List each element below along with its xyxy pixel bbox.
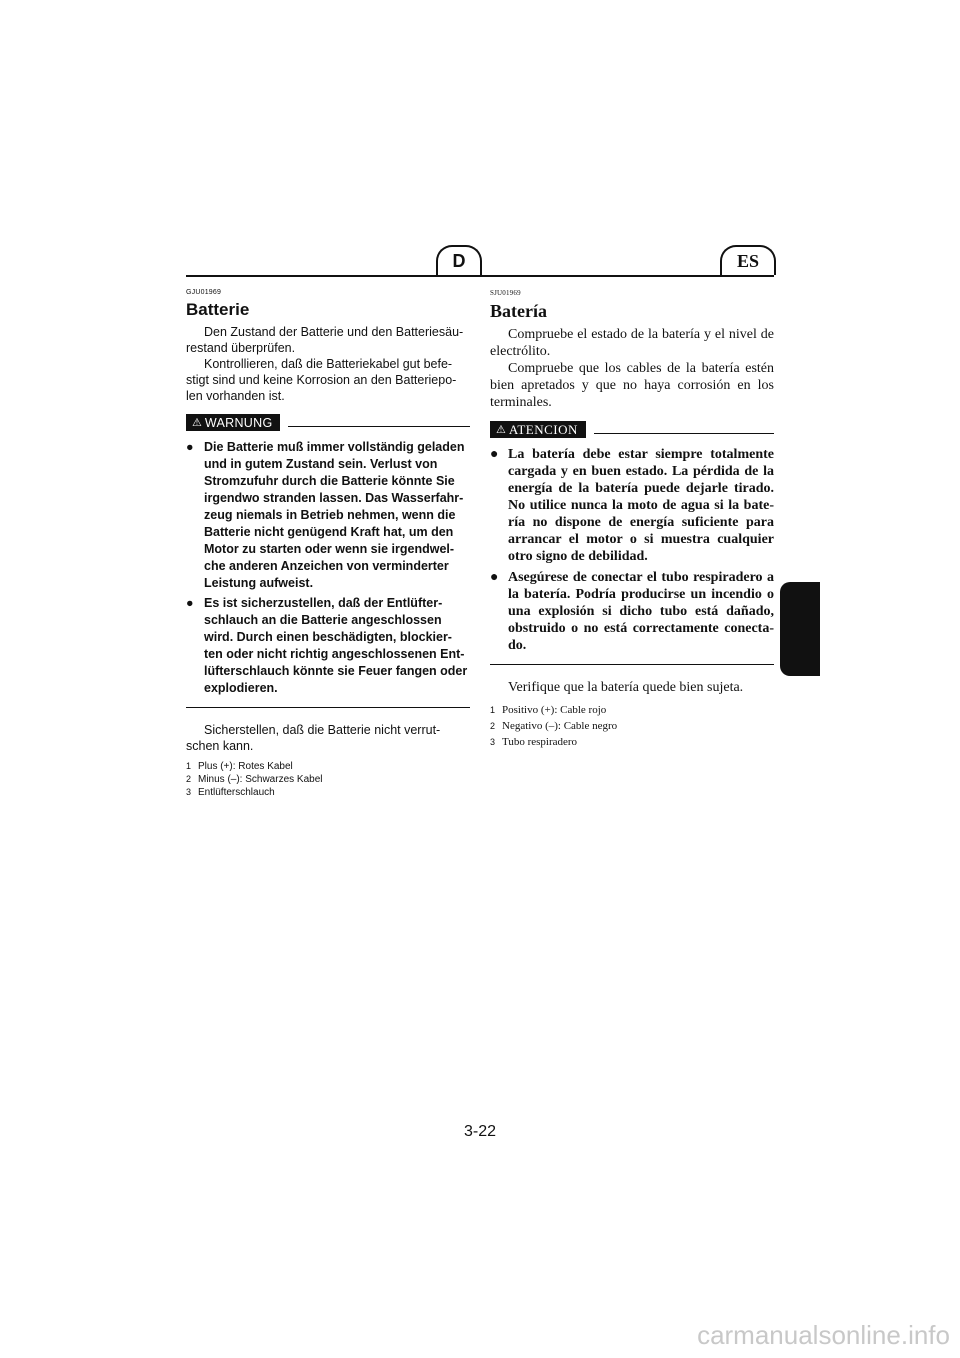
legend-number: 3: [186, 787, 192, 797]
legend-text: Tubo respiradero: [502, 736, 578, 748]
warning-list: [490, 446, 774, 654]
page-number: 3-22: [463, 1123, 497, 1140]
page-header: [186, 245, 774, 277]
legend-item: [490, 718, 774, 734]
warning-list: [186, 439, 470, 697]
german-column: [186, 289, 470, 799]
paragraph: Verifique que la batería quede bien sujeta.: [508, 680, 744, 695]
legend-number: 2: [490, 721, 496, 731]
legend-text: Negativo (–): Cable negro: [502, 720, 618, 732]
warning-end-rule: [186, 707, 470, 708]
section-title: Batería: [490, 301, 547, 321]
legend-list: [490, 702, 774, 750]
warning-header: [490, 421, 774, 438]
language-tab-german: D: [436, 245, 482, 275]
bullet-dot-icon: ●: [186, 440, 194, 454]
legend-item: [186, 786, 470, 799]
legend-number: 1: [186, 761, 192, 771]
language-tab-spanish: ES: [720, 245, 776, 275]
warning-item: ● La batería debe estar siempre totalmente cargada y en buen estado. La pérdida de la energía de la batería puede dejarle tirado. No utilice nunca la moto de agua si la bate-ría no dispone de energía suficiente para arrancar el motor o si muestra cualquier otro signo de debilidad.: [490, 447, 774, 564]
warning-header: [186, 414, 470, 431]
warning-end-rule: [490, 664, 774, 665]
section-side-tab: [780, 582, 820, 676]
legend-item: [490, 734, 774, 750]
warning-label: ATENCION: [508, 421, 578, 437]
legend-item: [186, 760, 470, 773]
section-code: GJU01969: [186, 289, 222, 296]
legend-number: 3: [490, 737, 496, 747]
spanish-column: [490, 289, 774, 750]
warning-label: WARNUNG: [204, 415, 273, 430]
warning-triangle-icon: ⚠: [496, 424, 506, 436]
legend-item: [186, 773, 470, 786]
warning-rule: [594, 433, 774, 434]
legend-text: Positivo (+): Cable rojo: [502, 704, 607, 716]
section-title: Batterie: [186, 300, 250, 319]
paragraph: Den Zustand der Batterie und den Batteriesäu-restand überprüfen.: [186, 325, 464, 355]
legend-list: [186, 760, 470, 799]
paragraph: Kontrollieren, daß die Batteriekabel gut befe-stigt sind und keine Korrosion an den Batteriepo-len vorhanden ist.: [186, 357, 457, 403]
header-rule: [186, 275, 774, 277]
warning-badge: [490, 421, 586, 438]
warning-badge: [186, 414, 280, 431]
warning-item: ● Es ist sicherzustellen, daß der Entlüfter-schlauch an die Batterie angeschlossen wird. Durch einen beschädigten, blockier-ten oder nicht richtig angeschlossenen Ent-lüfterschlauch könnte sie Feuer fangen oder explodieren.: [186, 596, 468, 695]
bullet-dot-icon: ●: [490, 570, 499, 585]
legend-text: Plus (+): Rotes Kabel: [198, 761, 293, 772]
paragraph: Sicherstellen, daß die Batterie nicht verrut-schen kann.: [186, 723, 441, 753]
legend-text: Minus (–): Schwarzes Kabel: [198, 774, 323, 785]
warning-item: ● Asegúrese de conectar el tubo respiradero a la batería. Podría producirse un incendio o una explosión si dicho tubo está dañado, obstruido o no está correctamente conecta-do.: [490, 570, 774, 653]
legend-item: [490, 702, 774, 718]
watermark: carmanualsonline.info: [697, 1320, 950, 1350]
bullet-dot-icon: ●: [186, 596, 194, 610]
paragraph: Compruebe el estado de la batería y el nivel de electrólito.: [490, 327, 774, 359]
warning-rule: [288, 426, 470, 427]
warning-triangle-icon: ⚠: [192, 417, 202, 429]
legend-number: 2: [186, 774, 192, 784]
legend-text: Entlüfterschlauch: [198, 787, 275, 798]
section-code: SJU01969: [490, 289, 521, 297]
bullet-dot-icon: ●: [490, 447, 499, 462]
warning-item: ● Die Batterie muß immer vollständig geladen und in gutem Zustand sein. Verlust von Stromzufuhr durch die Batterie könnte Sie irgendwo stranden lassen. Das Wasserfahr-zeug niemals in Betrieb nehmen, wenn die Batterie nicht genügend Kraft hat, um den Motor zu starten oder wenn sie irgendwel-che anderen Anzeichen von verminderter Leistung aufweist.: [186, 440, 465, 590]
paragraph: Compruebe que los cables de la batería estén bien apretados y que no haya corrosión en los terminales.: [490, 361, 774, 410]
legend-number: 1: [490, 705, 496, 715]
